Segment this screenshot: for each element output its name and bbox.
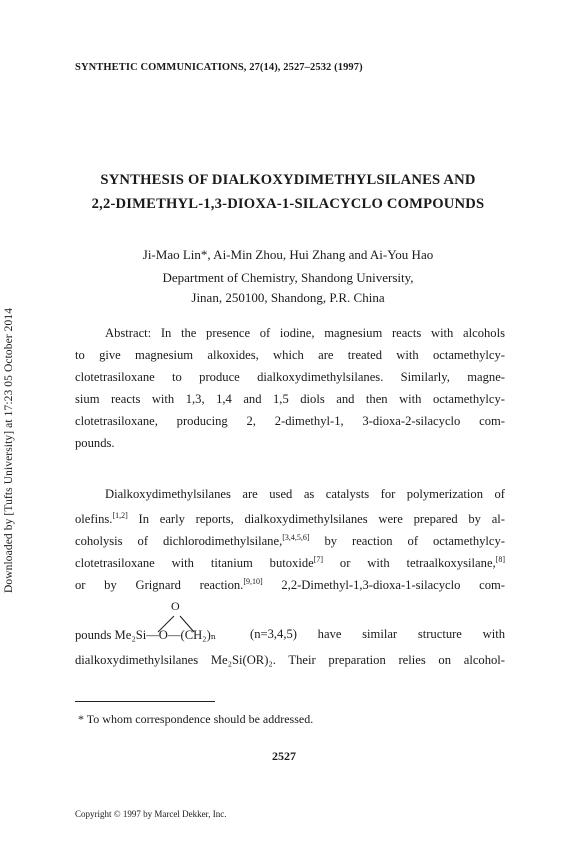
authors: Ji-Mao Lin*, Ai-Min Zhou, Hui Zhang and Ai-You Hao <box>142 247 434 262</box>
citation: [9,10] <box>243 577 263 586</box>
body-text: by reaction of octamethylcy- <box>309 534 505 548</box>
title-line-2: 2,2-DIMETHYL-1,3-DIOXA-1-SILACYCLO COMPOUNDS <box>91 196 485 212</box>
ring-oxygen: O <box>171 599 180 613</box>
footnote: * To whom correspondence should be addressed. <box>78 712 314 726</box>
body-text: or with tetraalkoxysilane, <box>323 556 496 570</box>
affiliation-line-2: Jinan, 250100, Shandong, P.R. China <box>191 290 385 305</box>
body-line <box>75 549 505 571</box>
body-text: 2,2-Dimethyl-1,3-dioxa-1-silacyclo com- <box>262 578 505 592</box>
chem-formula: pounds Me₂Si—O—(CH₂)ₙ <box>75 628 217 642</box>
citation: [1,2] <box>112 511 128 520</box>
body-line: Dialkoxydimethylsilanes are used as catalysts for polymerization of <box>105 487 505 501</box>
abstract <box>75 322 505 454</box>
body-text: olefins. <box>75 512 113 526</box>
download-watermark: Downloaded by [Tufts University] at 17:23 05 October 2014 <box>3 307 15 593</box>
body-paragraph <box>75 483 505 593</box>
citation: [8] <box>495 555 505 564</box>
abstract-line: Abstract: In the presence of iodine, magnesium reacts with alcohols <box>105 326 505 340</box>
copyright: Copyright © 1997 by Marcel Dekker, Inc. <box>75 809 227 819</box>
affiliation-line-1: Department of Chemistry, Shandong University, <box>162 270 414 285</box>
citation: [3,4,5,6] <box>282 533 310 542</box>
body-line: dialkoxydimethylsilanes Me₂Si(OR)₂. Their preparation relies on alcohol- <box>75 653 505 667</box>
body-paragraph-cont <box>75 649 505 671</box>
abstract-line: clotetrasiloxane to produce dialkoxydimethylsilanes. Similarly, magne- <box>75 370 505 384</box>
footnote-rule <box>75 701 215 702</box>
body-text: or by Grignard reaction. <box>75 578 244 592</box>
body-text: clotetrasiloxane with titanium butoxide <box>75 556 314 570</box>
body-line <box>75 505 505 527</box>
body-text: (n=3,4,5) have similar structure with <box>250 627 505 641</box>
body-line <box>75 571 505 593</box>
body-text: In early reports, dialkoxydimethylsilanes were prepared by al- <box>127 512 505 526</box>
journal-header: SYNTHETIC COMMUNICATIONS, 27(14), 2527–2532 (1997) <box>75 62 363 73</box>
abstract-line: clotetrasiloxane, producing 2, 2-dimethyl-1, 3-dioxa-2-silacyclo com- <box>75 414 505 428</box>
body-line <box>75 527 505 549</box>
title-line-1: SYNTHESIS OF DIALKOXYDIMETHYLSILANES AND <box>100 172 476 188</box>
page-number: 2527 <box>272 749 296 763</box>
body-text: coholysis of dichlorodimethylsilane, <box>75 534 283 548</box>
abstract-line: to give magnesium alkoxides, which are treated with octamethylcy- <box>75 348 505 362</box>
abstract-line: sium reacts with 1,3, 1,4 and 1,5 diols and then with octamethylcy- <box>75 392 505 406</box>
abstract-line: pounds. <box>75 436 115 450</box>
citation: [7] <box>313 555 324 564</box>
